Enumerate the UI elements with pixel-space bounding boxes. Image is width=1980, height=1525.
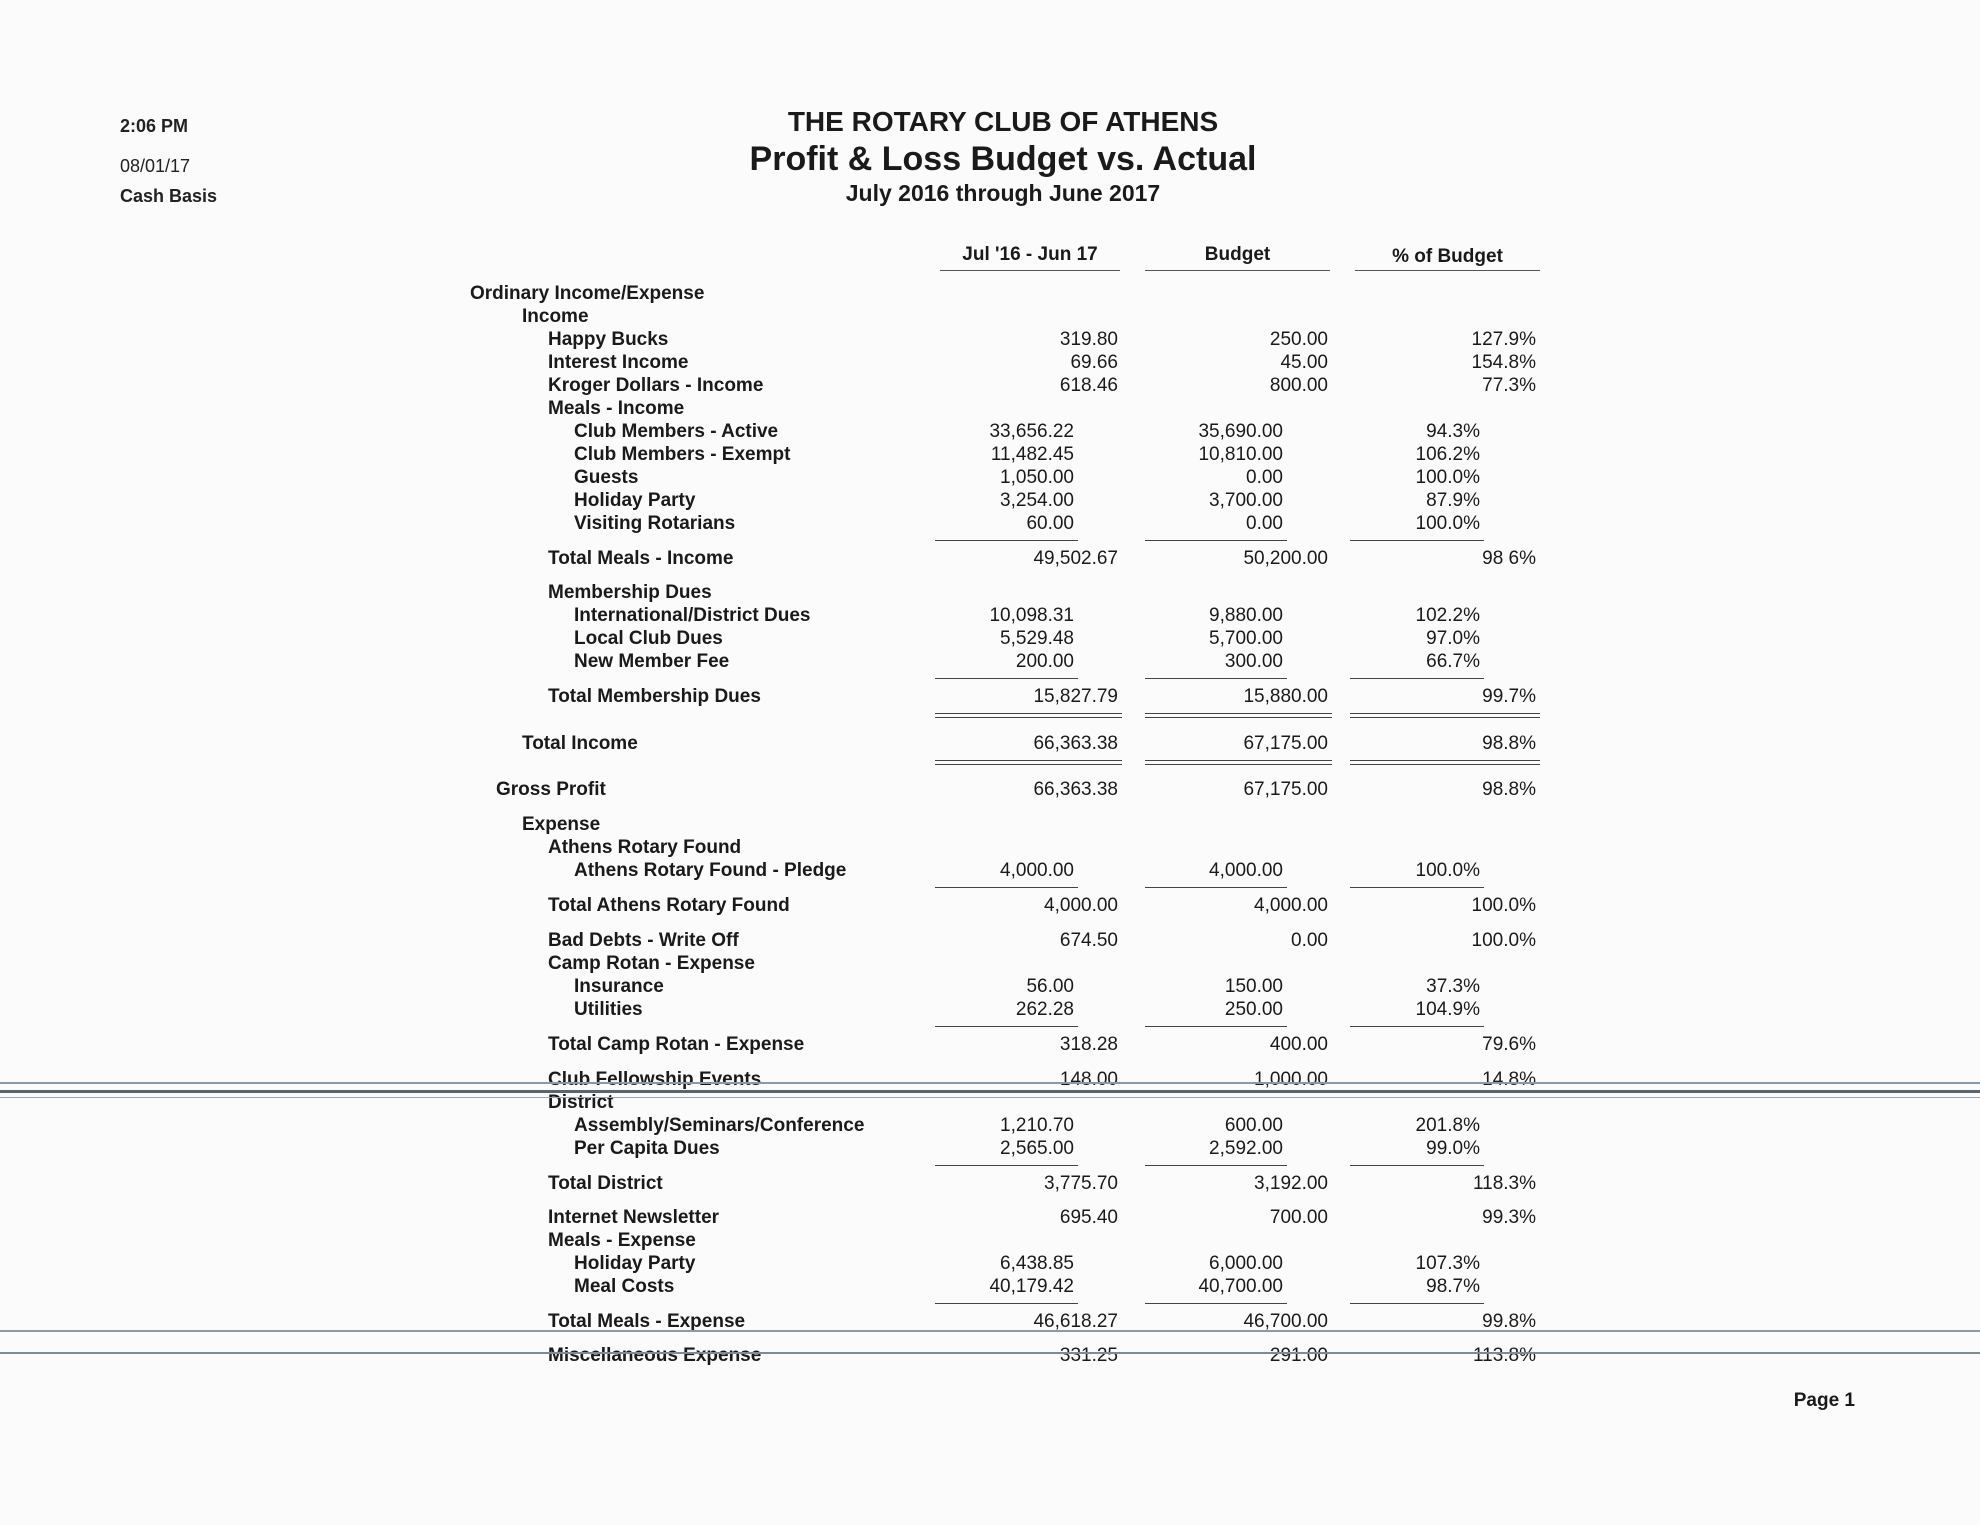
row-label: Total Meals - Expense bbox=[548, 1311, 746, 1332]
table-row bbox=[0, 605, 1980, 629]
total-rule bbox=[1145, 1165, 1287, 1166]
total-rule bbox=[1350, 760, 1540, 765]
row-label: Total Income bbox=[522, 733, 638, 754]
budget-value: 250.00 bbox=[1224, 999, 1283, 1020]
row-label: Expense bbox=[522, 814, 601, 835]
percent-of-budget: 118.3% bbox=[1472, 1173, 1536, 1194]
row-label: Membership Dues bbox=[548, 582, 712, 603]
table-row bbox=[0, 398, 1980, 422]
total-rule bbox=[935, 1303, 1078, 1304]
total-rule bbox=[935, 713, 1122, 718]
budget-value: 46,700.00 bbox=[1243, 1311, 1328, 1332]
total-rule bbox=[1145, 887, 1287, 888]
row-label: Meal Costs bbox=[574, 1276, 675, 1297]
table-row bbox=[0, 779, 1980, 803]
scan-artifact bbox=[0, 1097, 1980, 1098]
budget-value: 400.00 bbox=[1269, 1034, 1328, 1055]
actual-value: 10,098.31 bbox=[989, 605, 1074, 626]
total-rule bbox=[935, 678, 1078, 679]
budget-value: 9,880.00 bbox=[1209, 605, 1283, 626]
total-rule bbox=[1350, 887, 1484, 888]
table-row bbox=[0, 444, 1980, 468]
budget-value: 150.00 bbox=[1224, 976, 1283, 997]
accounting-basis: Cash Basis bbox=[120, 186, 218, 206]
percent-of-budget: 102.2% bbox=[1415, 605, 1480, 626]
total-rule bbox=[1145, 713, 1332, 718]
row-label: Club Members - Active bbox=[574, 421, 779, 442]
total-rule bbox=[935, 1165, 1078, 1166]
row-label: Holiday Party bbox=[574, 1253, 696, 1274]
budget-value: 1,000.00 bbox=[1254, 1069, 1328, 1090]
total-rule bbox=[1350, 1026, 1484, 1027]
row-label: Miscellaneous Expense bbox=[548, 1345, 762, 1366]
table-row bbox=[0, 686, 1980, 710]
actual-value: 3,775.70 bbox=[1044, 1173, 1118, 1194]
percent-of-budget: 99.7% bbox=[1482, 686, 1536, 707]
table-row bbox=[0, 733, 1980, 757]
row-label: Club Members - Exempt bbox=[574, 444, 791, 465]
total-rule bbox=[1145, 1303, 1287, 1304]
scan-artifact bbox=[0, 1082, 1980, 1084]
table-row bbox=[0, 895, 1980, 919]
table-row bbox=[0, 860, 1980, 884]
actual-value: 46,618.27 bbox=[1033, 1311, 1118, 1332]
actual-value: 4,000.00 bbox=[1000, 860, 1074, 881]
actual-value: 674.50 bbox=[1059, 930, 1118, 951]
table-row bbox=[0, 513, 1980, 537]
actual-value: 695.40 bbox=[1059, 1207, 1118, 1228]
percent-of-budget: 98.8% bbox=[1482, 733, 1536, 754]
budget-value: 4,000.00 bbox=[1209, 860, 1283, 881]
budget-value: 15,880.00 bbox=[1243, 686, 1328, 707]
total-rule bbox=[1145, 1026, 1287, 1027]
actual-value: 11,482.45 bbox=[990, 444, 1074, 465]
actual-value: 56.00 bbox=[1026, 976, 1074, 997]
row-label: Total Meals - Income bbox=[548, 548, 734, 569]
total-rule bbox=[1350, 1303, 1484, 1304]
table-row bbox=[0, 953, 1980, 977]
budget-value: 3,192.00 bbox=[1254, 1173, 1328, 1194]
actual-value: 3,254.00 bbox=[1000, 490, 1074, 511]
row-label: Local Club Dues bbox=[574, 628, 723, 649]
table-row bbox=[0, 1253, 1980, 1277]
column-header-actual: Jul '16 - Jun 17 bbox=[962, 244, 1098, 265]
budget-value: 0.00 bbox=[1246, 467, 1283, 488]
table-row bbox=[0, 582, 1980, 606]
budget-value: 300.00 bbox=[1224, 651, 1283, 672]
actual-value: 6,438.85 bbox=[1000, 1253, 1074, 1274]
table-row bbox=[0, 814, 1980, 838]
actual-value: 40,179.42 bbox=[989, 1276, 1074, 1297]
percent-of-budget: 201.8% bbox=[1415, 1115, 1480, 1136]
percent-of-budget: 99.3% bbox=[1482, 1207, 1536, 1228]
table-row bbox=[0, 930, 1980, 954]
row-label: Guests bbox=[574, 467, 639, 488]
row-label: New Member Fee bbox=[574, 651, 730, 672]
percent-of-budget: 66.7% bbox=[1426, 651, 1480, 672]
org-name: THE ROTARY CLUB OF ATHENS bbox=[787, 106, 1219, 137]
row-label: Athens Rotary Found - Pledge bbox=[574, 860, 847, 881]
row-label: Assembly/Seminars/Conference bbox=[574, 1115, 865, 1136]
row-label: Kroger Dollars - Income bbox=[548, 375, 764, 396]
budget-value: 291.00 bbox=[1269, 1345, 1328, 1366]
budget-value: 10,810.00 bbox=[1198, 444, 1283, 465]
actual-value: 33,656.22 bbox=[989, 421, 1074, 442]
table-row bbox=[0, 628, 1980, 652]
total-rule bbox=[935, 1026, 1078, 1027]
row-label: Holiday Party bbox=[574, 490, 696, 511]
actual-value: 319.80 bbox=[1059, 329, 1118, 350]
row-label: Bad Debts - Write Off bbox=[548, 930, 739, 951]
row-label: Athens Rotary Found bbox=[548, 837, 742, 858]
percent-of-budget: 106.2% bbox=[1415, 444, 1480, 465]
budget-value: 40,700.00 bbox=[1198, 1276, 1283, 1297]
table-row bbox=[0, 1138, 1980, 1162]
row-label: Meals - Income bbox=[548, 398, 685, 419]
row-label: Total Camp Rotan - Expense bbox=[548, 1034, 805, 1055]
actual-value: 1,210.70 bbox=[1000, 1115, 1074, 1136]
percent-of-budget: 100.0% bbox=[1415, 860, 1480, 881]
row-label: Camp Rotan - Expense bbox=[548, 953, 755, 974]
print-date: 08/01/17 bbox=[120, 156, 191, 176]
actual-value: 262.28 bbox=[1015, 999, 1074, 1020]
percent-of-budget: 98.8% bbox=[1482, 779, 1536, 800]
percent-of-budget: 127.9% bbox=[1471, 329, 1536, 350]
row-label: Utilities bbox=[574, 999, 643, 1020]
budget-value: 0.00 bbox=[1291, 930, 1328, 951]
row-label: Internet Newsletter bbox=[548, 1207, 720, 1228]
actual-value: 60.00 bbox=[1026, 513, 1074, 534]
row-label: Total Athens Rotary Found bbox=[548, 895, 790, 916]
row-label: Total District bbox=[548, 1173, 663, 1194]
row-label: Visiting Rotarians bbox=[574, 513, 736, 534]
row-label: Insurance bbox=[574, 976, 664, 997]
table-row bbox=[0, 1034, 1980, 1058]
report-title: Profit & Loss Budget vs. Actual bbox=[749, 140, 1257, 178]
column-rule bbox=[940, 270, 1120, 271]
table-row bbox=[0, 999, 1980, 1023]
row-label: District bbox=[548, 1092, 614, 1113]
table-row bbox=[0, 490, 1980, 514]
print-time: 2:06 PM bbox=[120, 116, 189, 136]
budget-value: 0.00 bbox=[1246, 513, 1283, 534]
budget-value: 67,175.00 bbox=[1243, 779, 1328, 800]
total-rule bbox=[1145, 678, 1287, 679]
actual-value: 66,363.38 bbox=[1033, 779, 1118, 800]
actual-value: 4,000.00 bbox=[1044, 895, 1118, 916]
row-label: Interest Income bbox=[548, 352, 689, 373]
percent-of-budget: 104.9% bbox=[1415, 999, 1480, 1020]
actual-value: 148.00 bbox=[1059, 1069, 1118, 1090]
row-label: Happy Bucks bbox=[548, 329, 669, 350]
percent-of-budget: 99.0% bbox=[1426, 1138, 1480, 1159]
percent-of-budget: 99.8% bbox=[1482, 1311, 1536, 1332]
actual-value: 49,502.67 bbox=[1033, 548, 1118, 569]
percent-of-budget: 94.3% bbox=[1426, 421, 1480, 442]
row-label: Ordinary Income/Expense bbox=[470, 283, 705, 304]
percent-of-budget: 98.7% bbox=[1426, 1276, 1480, 1297]
table-row bbox=[0, 1345, 1980, 1369]
budget-value: 5,700.00 bbox=[1209, 628, 1283, 649]
row-label: Meals - Expense bbox=[548, 1230, 696, 1251]
total-rule bbox=[1350, 678, 1484, 679]
table-row bbox=[0, 1230, 1980, 1254]
column-header-pct: % of Budget bbox=[1392, 246, 1503, 267]
percent-of-budget: 87.9% bbox=[1426, 490, 1480, 511]
column-rule bbox=[1145, 270, 1330, 271]
total-rule bbox=[1350, 540, 1484, 541]
budget-value: 600.00 bbox=[1224, 1115, 1283, 1136]
row-label: Gross Profit bbox=[496, 779, 606, 800]
total-rule bbox=[1350, 1165, 1484, 1166]
actual-value: 15,827.79 bbox=[1033, 686, 1118, 707]
percent-of-budget: 100.0% bbox=[1471, 930, 1536, 951]
scan-artifact bbox=[0, 1330, 1980, 1332]
table-row bbox=[0, 306, 1980, 330]
row-label: Income bbox=[522, 306, 589, 327]
total-rule bbox=[935, 760, 1122, 765]
actual-value: 200.00 bbox=[1015, 651, 1074, 672]
table-row bbox=[0, 375, 1980, 399]
percent-of-budget: 14.8% bbox=[1482, 1069, 1536, 1090]
total-rule bbox=[935, 887, 1078, 888]
table-row bbox=[0, 651, 1980, 675]
row-label: Per Capita Dues bbox=[574, 1138, 720, 1159]
row-label: Total Membership Dues bbox=[548, 686, 761, 707]
budget-value: 35,690.00 bbox=[1198, 421, 1283, 442]
budget-value: 3,700.00 bbox=[1209, 490, 1283, 511]
column-header-budget: Budget bbox=[1204, 244, 1271, 265]
actual-value: 2,565.00 bbox=[1000, 1138, 1074, 1159]
percent-of-budget: 98 6% bbox=[1482, 548, 1536, 569]
column-rule bbox=[1355, 270, 1540, 271]
table-row bbox=[0, 352, 1980, 376]
budget-value: 67,175.00 bbox=[1243, 733, 1328, 754]
table-row bbox=[0, 329, 1980, 353]
budget-value: 45.00 bbox=[1280, 352, 1328, 373]
table-row bbox=[0, 976, 1980, 1000]
actual-value: 618.46 bbox=[1059, 375, 1118, 396]
actual-value: 5,529.48 bbox=[1000, 628, 1074, 649]
percent-of-budget: 154.8% bbox=[1471, 352, 1536, 373]
budget-value: 800.00 bbox=[1269, 375, 1328, 396]
table-row bbox=[0, 1173, 1980, 1197]
scan-artifact bbox=[0, 1352, 1980, 1354]
percent-of-budget: 77.3% bbox=[1482, 375, 1536, 396]
table-row bbox=[0, 1276, 1980, 1300]
percent-of-budget: 100.0% bbox=[1415, 467, 1480, 488]
percent-of-budget: 113.8% bbox=[1472, 1345, 1536, 1366]
budget-value: 50,200.00 bbox=[1243, 548, 1328, 569]
table-row bbox=[0, 837, 1980, 861]
budget-value: 700.00 bbox=[1269, 1207, 1328, 1228]
total-rule bbox=[1145, 540, 1287, 541]
budget-value: 6,000.00 bbox=[1209, 1253, 1283, 1274]
page-number: Page 1 bbox=[1793, 1390, 1855, 1411]
budget-value: 4,000.00 bbox=[1254, 895, 1328, 916]
total-rule bbox=[1350, 713, 1540, 718]
total-rule bbox=[935, 540, 1078, 541]
scan-artifact bbox=[0, 1090, 1980, 1093]
table-row bbox=[0, 283, 1980, 307]
actual-value: 331.25 bbox=[1059, 1345, 1118, 1366]
table-row bbox=[0, 548, 1980, 572]
table-row bbox=[0, 1207, 1980, 1231]
row-label: Club Fellowship Events bbox=[548, 1069, 762, 1090]
budget-value: 2,592.00 bbox=[1209, 1138, 1283, 1159]
actual-value: 318.28 bbox=[1059, 1034, 1118, 1055]
actual-value: 69.66 bbox=[1070, 352, 1118, 373]
actual-value: 1,050.00 bbox=[1000, 467, 1074, 488]
actual-value: 66,363.38 bbox=[1033, 733, 1118, 754]
percent-of-budget: 107.3% bbox=[1415, 1253, 1480, 1274]
percent-of-budget: 100.0% bbox=[1415, 513, 1480, 534]
total-rule bbox=[1145, 760, 1332, 765]
table-row bbox=[0, 421, 1980, 445]
table-row bbox=[0, 1115, 1980, 1139]
percent-of-budget: 100.0% bbox=[1471, 895, 1536, 916]
percent-of-budget: 37.3% bbox=[1426, 976, 1480, 997]
percent-of-budget: 79.6% bbox=[1482, 1034, 1536, 1055]
table-row bbox=[0, 1092, 1980, 1116]
table-row bbox=[0, 467, 1980, 491]
percent-of-budget: 97.0% bbox=[1426, 628, 1480, 649]
budget-value: 250.00 bbox=[1269, 329, 1328, 350]
report-period: July 2016 through June 2017 bbox=[845, 180, 1161, 206]
row-label: International/District Dues bbox=[574, 605, 811, 626]
